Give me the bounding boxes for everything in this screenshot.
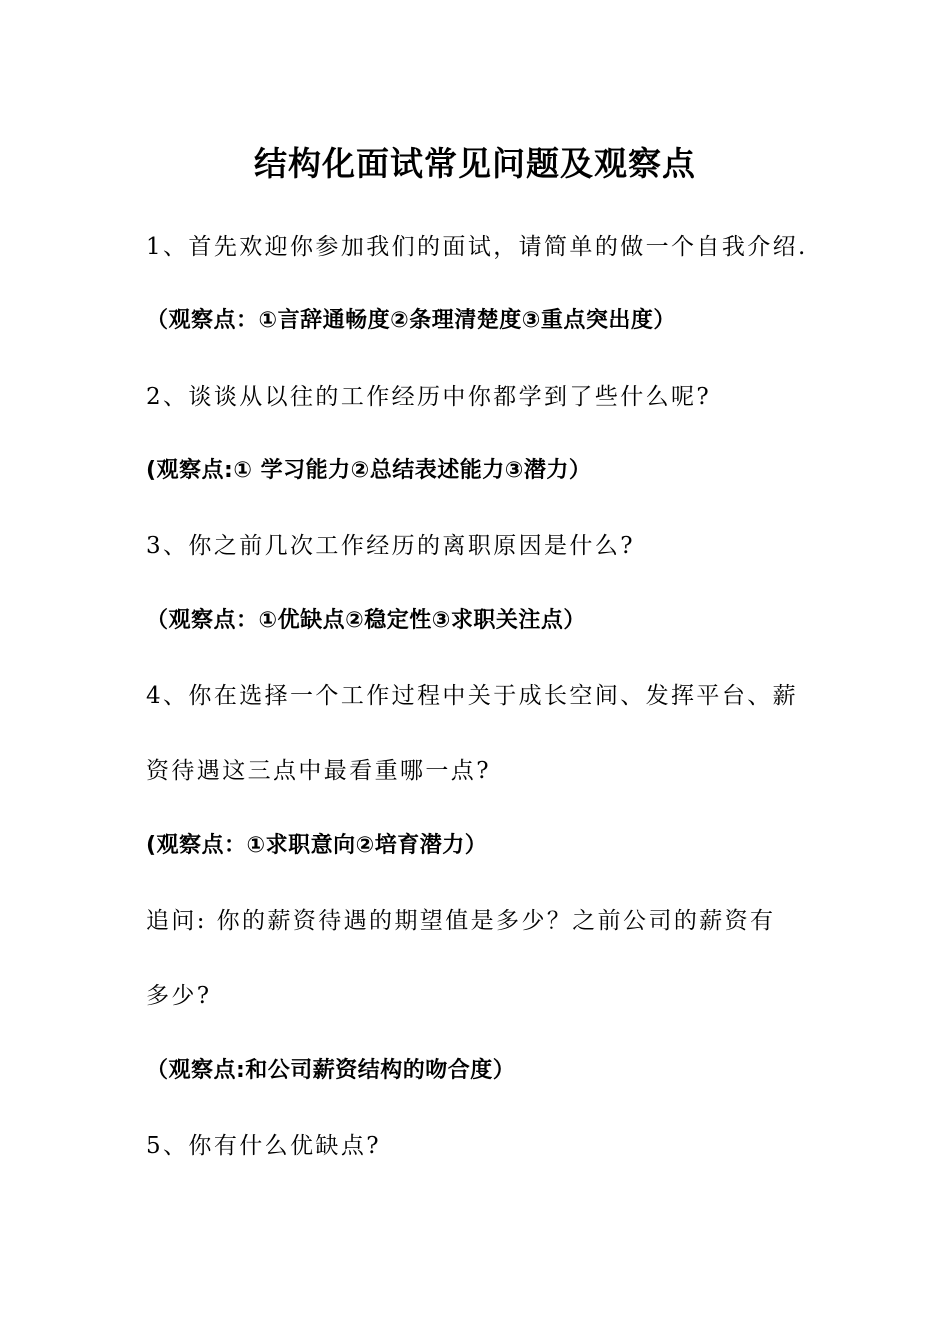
question-1-text: 1、首先欢迎你参加我们的面试，请简单的做一个自我介绍. — [146, 234, 808, 260]
question-3-observation: （观察点：①优缺点②稳定性③求职关注点） — [146, 608, 586, 633]
question-2-observation: (观察点:① 学习能力②总结表述能力③潜力） — [146, 458, 592, 483]
follow-up-text-line-2: 多少? — [146, 983, 212, 1009]
question-1-observation: （观察点：①言辞通畅度②条理清楚度③重点突出度） — [146, 308, 676, 333]
question-4-text-line-1: 4、你在选择一个工作过程中关于成长空间、发挥平台、薪 — [146, 683, 799, 709]
question-2-text: 2、谈谈从以往的工作经历中你都学到了些什么呢? — [146, 384, 712, 410]
follow-up-observation: （观察点:和公司薪资结构的吻合度） — [146, 1058, 516, 1083]
question-4-text-line-2: 资待遇这三点中最看重哪一点? — [146, 758, 491, 784]
page-title: 结构化面试常见问题及观察点 — [254, 144, 696, 183]
follow-up-text-line-1: 追问: 你的薪资待遇的期望值是多少？之前公司的薪资有 — [146, 908, 776, 934]
question-4-observation: (观察点：①求职意向②培育潜力） — [146, 833, 488, 858]
question-5-text: 5、你有什么优缺点? — [146, 1133, 381, 1159]
question-3-text: 3、你之前几次工作经历的离职原因是什么? — [146, 533, 635, 559]
